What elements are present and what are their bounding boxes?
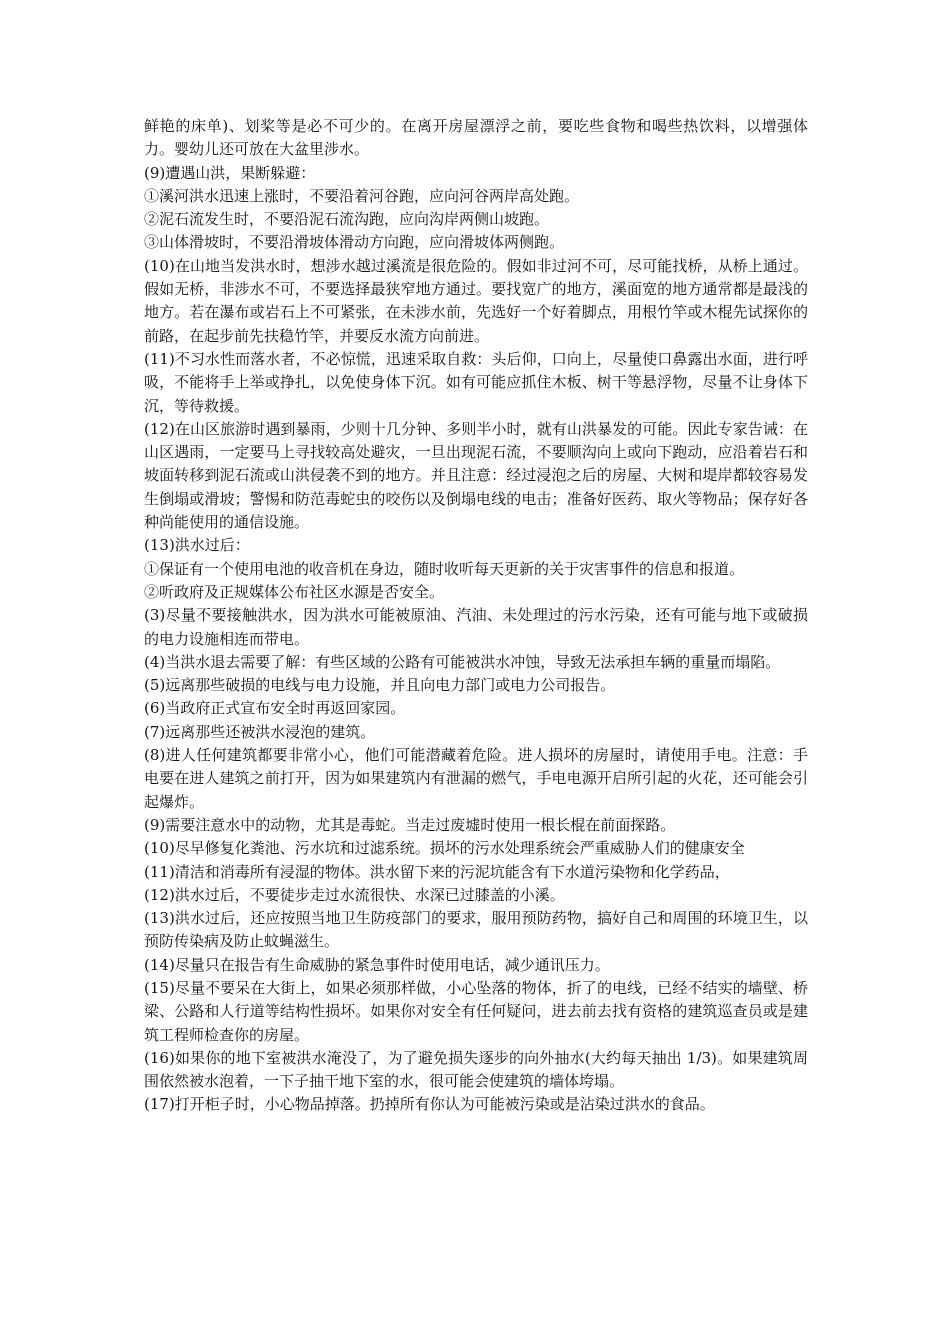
paragraph-23: (15)尽量不要呆在大街上，如果必须那样做，小心坠落的物体，折了的电线，已经不结实的墙壁、桥梁、公路和人行道等结构性损坏。如果你对安全有任何疑问，进去前去找有资格的建筑巡查员或是建筑工程师检查你的房屋。 <box>144 978 808 1044</box>
paragraph-3: ②泥石流发生时，不要沿泥石流沟跑，应向沟岸两侧山坡跑。 <box>144 210 550 229</box>
paragraph-21: (13)洪水过后，还应按照当地卫生防疫部门的要求，服用预防药物，搞好自己和周围的环境卫生，以预防传染病及防止蚊蝇滋生。 <box>144 909 808 951</box>
paragraph-11: (3)尽量不要接触洪水，因为洪水可能被原油、汽油、未处理过的污水污染，还有可能与地下或破损的电力设施相连而带电。 <box>144 606 808 648</box>
paragraph-19: (11)清洁和消毒所有浸湿的物体。洪水留下来的污泥坑能含有下水道污染物和化学药品， <box>144 862 730 881</box>
paragraph-25: (17)打开柜子时，小心物品掉落。扔掉所有你认为可能被污染或是沾染过洪水的食品。 <box>144 1095 715 1114</box>
paragraph-0: 鲜艳的床单)、划桨等是必不可少的。在离开房屋漂浮之前，要吃些食物和喝些热饮料，以增强体力。婴幼儿还可放在大盆里涉水。 <box>144 117 808 159</box>
paragraph-24: (16)如果你的地下室被洪水淹没了，为了避免损失逐步的向外抽水(大约每天抽出 1/3)。如果建筑周围依然被水泡着，一下子抽干地下室的水，很可能会使建筑的墙体垮塌。 <box>144 1048 808 1091</box>
paragraph-12: (4)当洪水退去需要了解：有些区域的公路有可能被洪水冲蚀，导致无法承担车辆的重量而塌陷。 <box>144 652 781 671</box>
paragraph-16: (8)进人任何建筑都要非常小心，他们可能潜藏着危险。进人损坏的房屋时，请使用手电。注意：手电要在进人建筑之前打开，因为如果建筑内有泄漏的燃气，手电电源开启所引起的火花，还可能会引起爆炸。 <box>144 746 808 811</box>
paragraph-8: (13)洪水过后： <box>144 536 250 555</box>
document-body <box>144 115 808 1117</box>
paragraph-9: ①保证有一个使用电池的收音机在身边，随时收听每天更新的关于灾害事件的信息和报道。 <box>144 559 745 578</box>
paragraph-6: (11)不习水性而落水者，不必惊慌，迅速采取自救：头后仰，口向上，尽量使口鼻露出水面，进行呼吸，不能将手上举或挣扎，以免使身体下沉。如有可能应抓住木板、树干等悬浮物，尽量不让身体下沉，等待救援。 <box>144 349 808 415</box>
paragraph-4: ③山体滑坡时，不要沿滑坡体滑动方向跑，应向滑坡体两侧跑。 <box>144 233 565 252</box>
paragraph-20: (12)洪水过后，不要徒步走过水流很快、水深已过膝盖的小溪。 <box>144 885 565 904</box>
paragraph-14: (6)当政府正式宣布安全时再返回家园。 <box>144 699 406 718</box>
paragraph-7: (12)在山区旅游时遇到暴雨，少则十几分钟、多则半小时，就有山洪暴发的可能。因此专家告诫：在山区遇雨，一定要马上寻找较高处避灾，一旦出现泥石流，不要顺沟向上或向下跑动，应沿着岩石和坡面转移到泥石流或山洪侵袭不到的地方。并且注意：经过浸泡之后的房屋、大树和堤岸都较容易发生倒塌或滑坡；警惕和防范毒蛇虫的咬伤以及倒塌电线的电击；准备好医药、取火等物品；保存好各种尚能使用的通信设施。 <box>144 419 808 532</box>
paragraph-1: (9)遭遇山洪，果断躲避： <box>144 163 316 182</box>
paragraph-13: (5)远离那些破损的电线与电力设施，并且向电力部门或电力公司报告。 <box>144 676 616 695</box>
paragraph-22: (14)尽量只在报告有生命威胁的紧急事件时使用电话，减少通讯压力。 <box>144 955 610 974</box>
paragraph-15: (7)远离那些还被洪水浸泡的建筑。 <box>144 722 376 741</box>
paragraph-2: ①溪河洪水迅速上涨时，不要沿着河谷跑，应向河谷两岸高处跑。 <box>144 186 580 205</box>
paragraph-18: (10)尽早修复化粪池、污水坑和过滤系统。损坏的污水处理系统会严重威胁人们的健康安全 <box>144 839 745 858</box>
paragraph-17: (9)需要注意水中的动物，尤其是毒蛇。当走过废墟时使用一根长棍在前面探路。 <box>144 815 676 834</box>
paragraph-10: ②听政府及正规媒体公布社区水源是否安全。 <box>144 582 445 601</box>
paragraph-5: (10)在山地当发洪水时，想涉水越过溪流是很危险的。假如非过河不可，尽可能找桥，从桥上通过。假如无桥，非涉水不可，不要选择最狭窄地方通过。要找宽广的地方，溪面宽的地方通常都是最浅的地方。若在瀑布或岩石上不可紧张，在未涉水前，先选好一个好着脚点，用根竹竿或木棍先试探你的前路，在起步前先扶稳竹竿，并要反水流方向前进。 <box>144 256 808 345</box>
